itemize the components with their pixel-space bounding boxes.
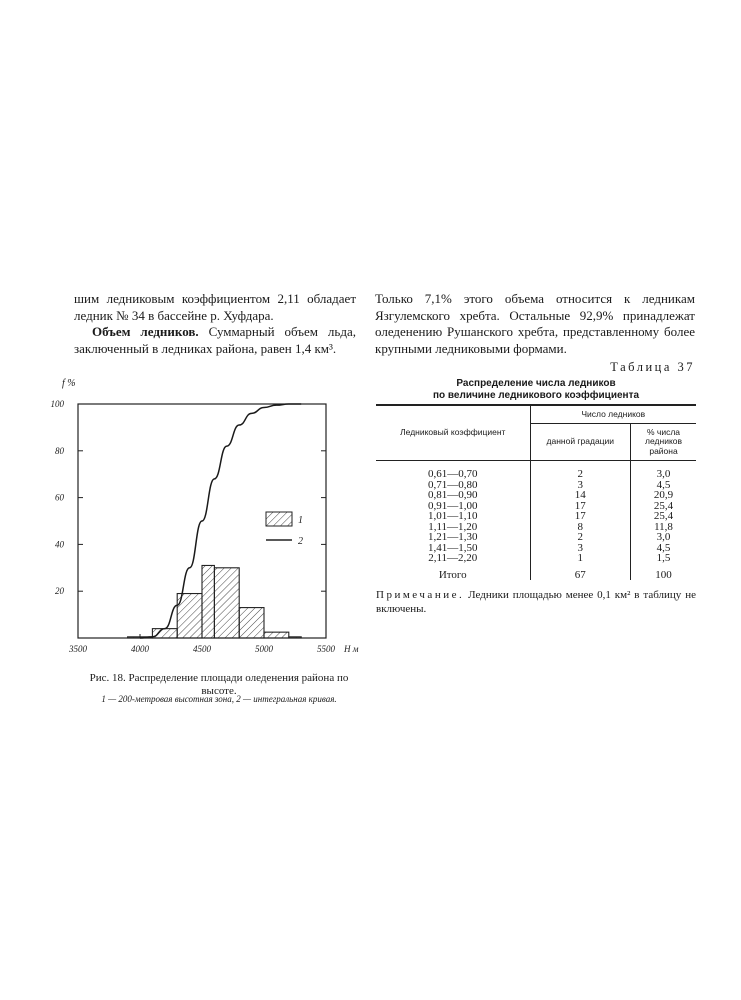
cell-coefficient: 0,71—0,80 [428,478,478,491]
header-number-group: Число ледников [530,405,696,424]
table-note [376,588,696,616]
cell-coefficient: 1,01—1,10 [428,510,478,522]
table-caption-line1: Распределение числа ледников [456,378,616,389]
paragraph-volume-text: Суммарный объем льда, заключенный в ледниках района, равен 1,4 км³. [74,324,356,356]
cell-percent: 11,8 [631,522,696,533]
cell-count: 3 [530,480,631,491]
header-gradation: данной градации [530,424,631,461]
header-percent: % числа ледников района [631,424,696,461]
table-number: Таблица 37 [610,360,695,374]
y-axis-label: f % [62,378,76,389]
table-row [376,480,696,491]
histogram-bar [289,637,301,638]
cell-count: 2 [530,532,631,543]
table-caption-line2: по величине ледникового коэффициента [432,390,640,401]
cell-count: 67 [530,564,631,581]
elevation-histogram-chart [44,366,359,666]
cell-count: 3 [530,543,631,554]
legend-label-1: 1 [298,515,303,526]
table-body [376,461,696,581]
note-label: Примечание. [376,589,465,601]
y-tick-label: 60 [55,492,64,503]
paragraph-right: Только 7,1% этого объема относится к ледникам Язгулемского хребта. Остальные 92,9% принадлежат оледенению Рушанского хребта, представленному более крупными ледниковыми формами. [375,291,695,356]
cell-percent: 4,5 [631,543,696,554]
cell-coefficient: 1,21—1,30 [428,531,478,543]
cell-count: 17 [530,511,631,522]
x-tick-label: 4000 [131,644,149,654]
histogram-bar [202,565,214,638]
cell-percent: 25,4 [631,501,696,512]
paragraph-volume [74,324,356,357]
paragraph-continuation: шим ледниковым коэффициентом 2,11 обладает ледник № 34 в бассейне р. Хуфдара. [74,291,356,323]
y-tick-label: 80 [55,445,64,456]
cell-percent: 3,0 [631,461,696,480]
table-row [376,511,696,522]
histogram-bar [264,632,289,638]
cell-coefficient: 1,41—1,50 [428,541,478,554]
table-total-row [376,564,696,581]
table-caption [376,378,696,402]
cell-count: 14 [530,490,631,501]
table-row [376,501,696,512]
cell-percent: 4,5 [631,480,696,491]
cell-coefficient: Итого [438,568,467,581]
cell-count: 8 [530,522,631,533]
table-row [376,553,696,564]
header-coefficient: Ледниковый коэффициент [400,427,506,438]
section-heading: Объем ледников. [92,324,199,339]
histogram-bar [214,568,239,638]
x-tick-label: 5000 [255,644,273,654]
table-row [376,543,696,554]
cell-percent: 1,5 [631,553,696,564]
table-row [376,461,696,480]
legend-label-2: 2 [298,536,303,547]
note-text: Ледники площадью менее 0,1 км² в таблицу не включены. [376,589,696,615]
x-axis-label: Н м [344,644,359,654]
cell-percent: 20,9 [631,490,696,501]
left-column [74,291,356,357]
x-tick-label: 4500 [193,644,211,654]
cell-percent: 100 [631,564,696,581]
cell-coefficient: 0,81—0,90 [428,489,478,501]
legend-swatch-hatched [266,512,292,526]
glacier-table [376,404,696,580]
x-tick-label: 5500 [317,644,335,654]
cell-count: 2 [530,461,631,480]
table-row [376,522,696,533]
table-row [376,532,696,543]
right-column [375,291,695,357]
cell-count: 1 [530,553,631,564]
y-tick-label: 40 [55,539,64,550]
histogram-bar [239,608,264,638]
cell-count: 17 [530,501,631,512]
cell-coefficient: 0,91—1,00 [428,499,478,512]
figure-caption: Рис. 18. Распределение площади оледенения района по высоте. [89,672,349,697]
y-tick-label: 20 [55,586,64,597]
x-tick-label: 3500 [69,644,87,654]
cell-percent: 25,4 [631,511,696,522]
figure-legend-text: 1 — 200-метровая высотная зона, 2 — интегральная кривая. [101,694,337,704]
cell-coefficient: 2,11—2,20 [428,552,478,564]
histogram-bar [152,629,177,638]
table-row [376,490,696,501]
cell-coefficient: 0,61—0,70 [428,468,478,480]
y-tick-label: 100 [50,399,64,409]
plot-area [51,378,359,654]
cell-percent: 3,0 [631,532,696,543]
cell-coefficient: 1,11—1,20 [428,520,478,533]
